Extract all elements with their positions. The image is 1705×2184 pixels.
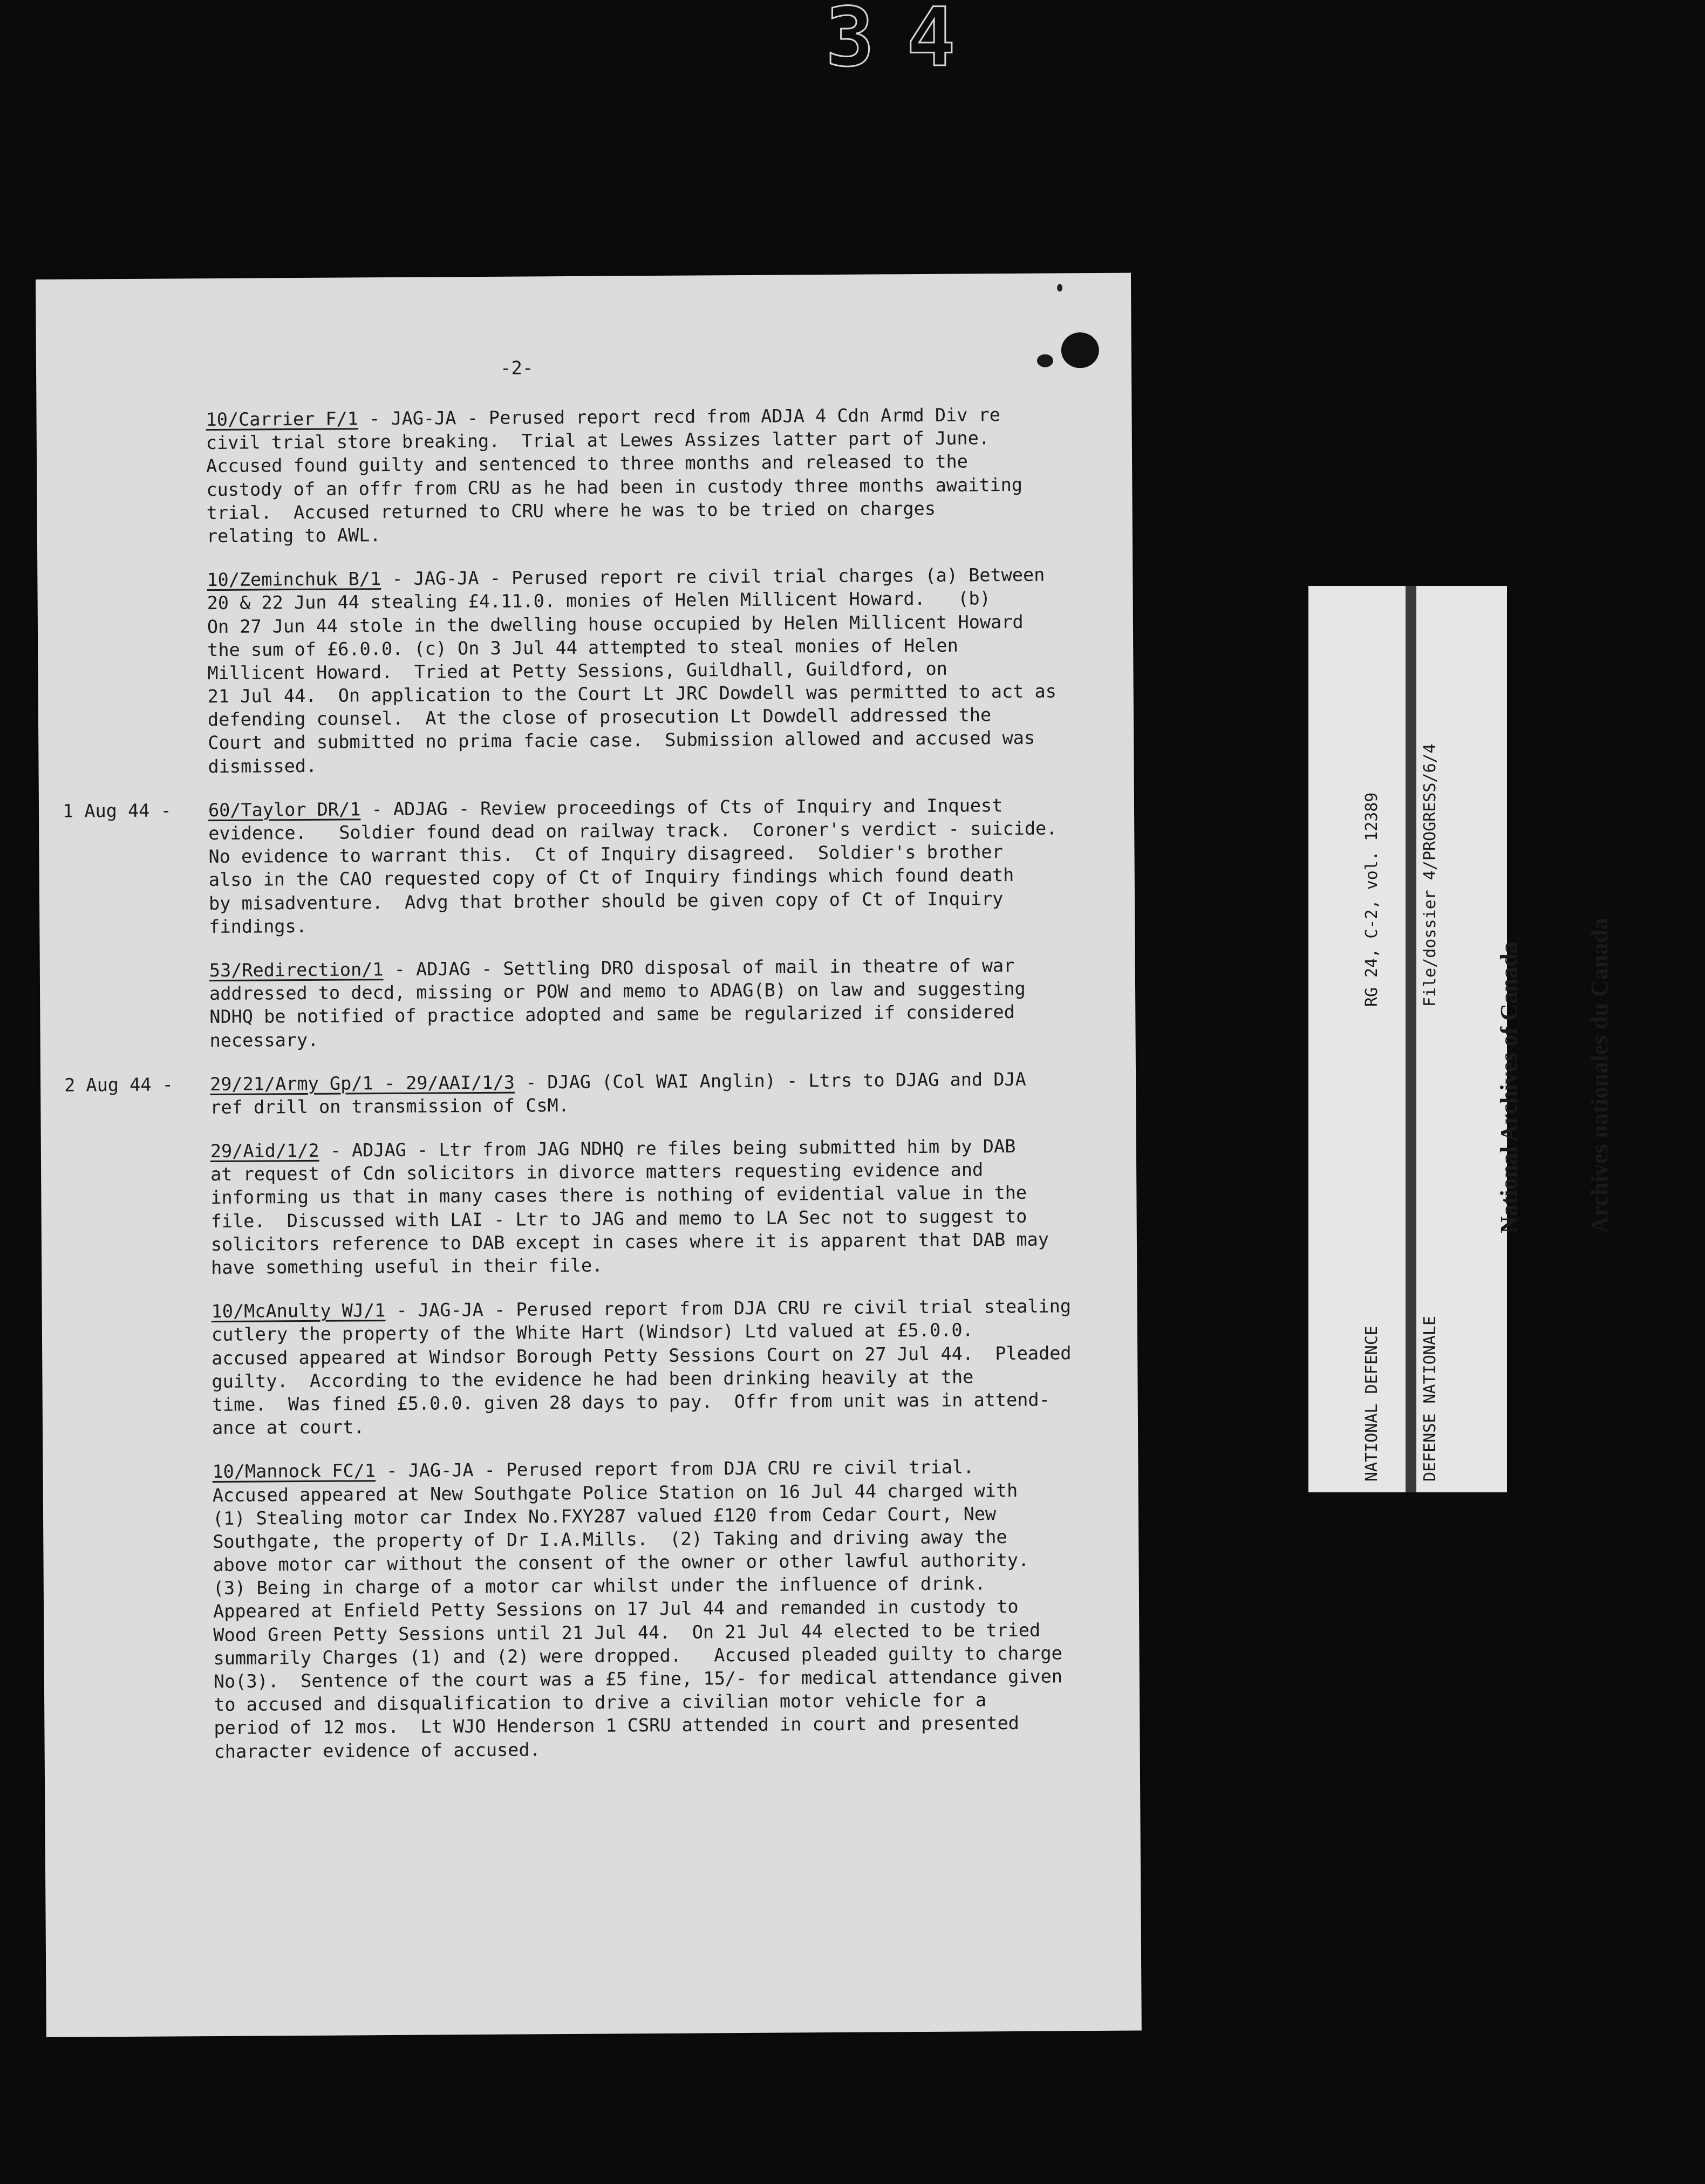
entry-line: Southgate, the property of Dr I.A.Mills. (2) Taking and driving away the bbox=[213, 1526, 1007, 1552]
entry-line: 21 Jul 44. On application to the Court Lt JRC Dowdell was permitted to act as bbox=[207, 680, 1056, 707]
diary-entry bbox=[210, 1134, 1134, 1280]
entry-line: to accused and disqualification to drive a civilian motor vehicle for a bbox=[214, 1689, 987, 1716]
ink-blot-small bbox=[1037, 354, 1053, 367]
entry-text: - ADJAG - Ltr from JAG NDHQ re files being submitted him by DAB bbox=[319, 1135, 1016, 1161]
archive-stamp bbox=[1308, 586, 1613, 1492]
entry-line: Accused found guilty and sentenced to three months and released to the bbox=[206, 451, 969, 477]
entry-line: trial. Accused returned to CRU where he was to be tried on charges bbox=[206, 497, 936, 523]
entry-line: No evidence to warrant this. Ct of Inquiry disagreed. Soldier's brother bbox=[208, 841, 1003, 868]
entry-line: Millicent Howard. Tried at Petty Sessions, Guildhall, Guildford, on bbox=[207, 658, 948, 684]
entry-text: - JAG-JA - Perused report recd from ADJA 4 Cdn Armd Div re bbox=[358, 404, 1001, 429]
microfilm-frame-number: 34 bbox=[826, 0, 988, 76]
entry-line: defending counsel. At the close of prosecution Lt Dowdell addressed the bbox=[207, 704, 992, 731]
entry-line: necessary. bbox=[209, 1029, 319, 1051]
file-reference: 10/Mannock FC/1 bbox=[212, 1460, 376, 1483]
diary-entry bbox=[209, 953, 1133, 1052]
file-reference: 10/McAnulty WJ/1 bbox=[211, 1300, 386, 1322]
entry-line: findings. bbox=[209, 915, 307, 937]
file-reference: 29/Aid/1/2 bbox=[210, 1139, 319, 1162]
entry-line: custody of an offr from CRU as he had been in custody three months awaiting bbox=[206, 474, 1023, 500]
archive-reference: RG 24, C-2, vol. 12389 File/dossier 4/PROGRESS/6/4 bbox=[1362, 743, 1440, 1007]
entry-line: by misadventure. Advg that brother should be given copy of Ct of Inquiry bbox=[208, 888, 1004, 914]
entry-line: On 27 Jun 44 stole in the dwelling house occupied by Helen Millicent Howard bbox=[207, 611, 1024, 637]
entry-date: 1 Aug 44 - bbox=[62, 800, 172, 822]
entry-line: Appeared at Enfield Petty Sessions on 17 Jul 44 and remanded in custody to bbox=[213, 1596, 1019, 1622]
entry-line: time. Was fined £5.0.0. given 28 days to pay. Offr from unit was in attend- bbox=[212, 1389, 1050, 1415]
entry-line: summarily Charges (1) and (2) were dropped. Accused pleaded guilty to charge bbox=[213, 1642, 1062, 1669]
diary-entry bbox=[64, 1067, 1133, 1119]
entry-line: above motor car without the consent of the owner or other lawful authority. bbox=[213, 1549, 1029, 1576]
entry-line: ref drill on transmission of CsM. bbox=[210, 1094, 570, 1118]
entry-line: informing us that in many cases there is nothing of evidential value in the bbox=[210, 1182, 1027, 1209]
entry-line: the sum of £6.0.0. (c) On 3 Jul 44 attempted to steal monies of Helen bbox=[207, 634, 958, 660]
entry-line: at request of Cdn solicitors in divorce matters requesting evidence and bbox=[210, 1159, 984, 1185]
entry-line: (1) Stealing motor car Index No.FXY287 valued £120 from Cedar Court, New bbox=[212, 1503, 997, 1529]
ink-speck bbox=[1057, 284, 1062, 291]
entry-line: addressed to decd, missing or POW and memo to ADAG(B) on law and suggesting bbox=[209, 978, 1026, 1005]
national-archives-label: National Archives of Canada Archives nationales du Canada bbox=[1496, 918, 1613, 1233]
entry-line: relating to AWL. bbox=[206, 524, 381, 547]
entry-line: Court and submitted no prima facie case. Submission allowed and accused was bbox=[208, 727, 1035, 754]
diary-entries bbox=[36, 402, 1140, 1785]
entry-line: accused appeared at Windsor Borough Petty Sessions Court on 27 Jul 44. Pleaded bbox=[212, 1342, 1072, 1369]
entry-text: - JAG-JA - Perused report re civil trial charges (a) Between bbox=[380, 564, 1045, 590]
ink-blot bbox=[1061, 332, 1099, 368]
entry-line: also in the CAO requested copy of Ct of Inquiry findings which found death bbox=[208, 864, 1014, 891]
national-defence-label: NATIONAL DEFENCE DEFENSE NATIONALE bbox=[1362, 1315, 1440, 1482]
entry-line: solicitors reference to DAB except in cases where it is apparent that DAB may bbox=[210, 1228, 1049, 1255]
entry-text: - JAG-JA - Perused report from DJA CRU re civil trial. bbox=[375, 1456, 974, 1482]
entry-line: character evidence of accused. bbox=[214, 1738, 541, 1762]
entry-line: file. Discussed with LAI - Ltr to JAG and memo to LA Sec not to suggest to bbox=[210, 1205, 1027, 1232]
entry-text: - ADJAG - Settling DRO disposal of mail in theatre of war bbox=[383, 954, 1015, 980]
entry-line: 20 & 22 Jun 44 stealing £4.11.0. monies of Helen Millicent Howard. (b) bbox=[207, 588, 991, 614]
entry-line: (3) Being in charge of a motor car whilst under the influence of drink. bbox=[213, 1573, 986, 1599]
entry-line: No(3). Sentence of the court was a £5 fine, 15/- for medical attendance given bbox=[213, 1666, 1063, 1692]
file-reference: 29/21/Army Gp/1 - 29/AAI/1/3 bbox=[209, 1071, 515, 1095]
diary-entry bbox=[206, 402, 1129, 548]
file-reference: 60/Taylor DR/1 bbox=[208, 798, 361, 821]
document-page bbox=[36, 273, 1142, 2037]
entry-line: Wood Green Petty Sessions until 21 Jul 44. On 21 Jul 44 elected to be tried bbox=[213, 1619, 1041, 1646]
entry-date: 2 Aug 44 - bbox=[64, 1074, 173, 1096]
entry-line: period of 12 mos. Lt WJO Henderson 1 CSRU attended in court and presented bbox=[214, 1712, 1019, 1739]
diary-entry bbox=[62, 793, 1132, 938]
entry-line: civil trial store breaking. Trial at Lewes Assizes latter part of June. bbox=[206, 427, 990, 454]
diary-entry bbox=[212, 1294, 1135, 1440]
entry-text: - ADJAG - Review proceedings of Cts of Inquiry and Inquest bbox=[360, 794, 1003, 820]
file-reference: 10/Carrier F/1 bbox=[206, 408, 359, 431]
entry-line: ance at court. bbox=[212, 1416, 365, 1439]
file-reference: 10/Zeminchuk B/1 bbox=[207, 568, 381, 591]
entry-line: have something useful in their file. bbox=[211, 1254, 603, 1279]
page-number: -2- bbox=[500, 357, 534, 379]
diary-entry bbox=[212, 1455, 1136, 1763]
entry-line: cutlery the property of the White Hart (Windsor) Ltd valued at £5.0.0. bbox=[211, 1319, 973, 1346]
entry-text: - JAG-JA - Perused report from DJA CRU re civil trial stealing bbox=[385, 1295, 1072, 1321]
entry-line: guilty. According to the evidence he had been drinking heavily at the bbox=[212, 1366, 974, 1392]
entry-line: NDHQ be notified of practice adopted and same be regularized if considered bbox=[209, 1001, 1015, 1028]
entry-line: dismissed. bbox=[208, 755, 317, 777]
diary-entry bbox=[207, 563, 1130, 778]
file-reference: 53/Redirection/1 bbox=[209, 959, 384, 981]
entry-text: - DJAG (Col WAI Anglin) - Ltrs to DJAG and DJA bbox=[514, 1068, 1026, 1093]
entry-line: Accused appeared at New Southgate Police Station on 16 Jul 44 charged with bbox=[212, 1479, 1018, 1506]
entry-line: evidence. Soldier found dead on railway track. Coroner's verdict - suicide. bbox=[208, 817, 1058, 844]
